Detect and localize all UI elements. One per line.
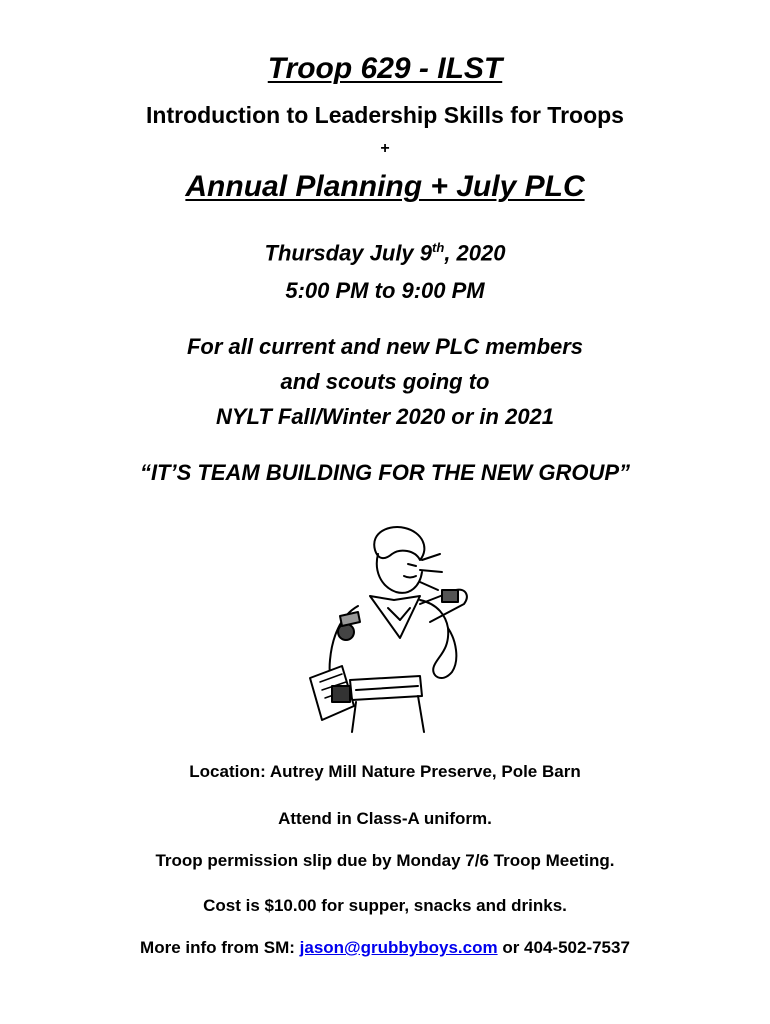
event-title: Annual Planning + July PLC bbox=[185, 170, 585, 203]
plus-separator: + bbox=[380, 140, 390, 157]
audience-line-3: NYLT Fall/Winter 2020 or in 2021 bbox=[215, 404, 555, 429]
contact-line bbox=[0, 938, 770, 958]
date-prefix: Thursday July 9 bbox=[264, 240, 433, 266]
date-year: , 2020 bbox=[444, 240, 506, 266]
location-text: Location: Autrey Mill Nature Preserve, Pole Barn bbox=[189, 762, 581, 781]
audience-line-1: For all current and new PLC members bbox=[186, 334, 584, 359]
event-time: 5:00 PM to 9:00 PM bbox=[285, 278, 485, 303]
scout-with-whistle-icon bbox=[270, 520, 500, 735]
contact-prefix: More info from SM: bbox=[140, 938, 300, 957]
cost-text: Cost is $10.00 for supper, snacks and drinks. bbox=[203, 896, 567, 915]
page-title: Troop 629 - ILST bbox=[267, 52, 503, 85]
contact-phone: or 404-502-7537 bbox=[497, 938, 630, 957]
tagline: “IT’S TEAM BUILDING FOR THE NEW GROUP” bbox=[139, 460, 631, 485]
date-ordinal: th bbox=[432, 240, 445, 255]
permission-text: Troop permission slip due by Monday 7/6 Troop Meeting. bbox=[155, 851, 615, 870]
audience-line-2: and scouts going to bbox=[280, 369, 490, 394]
email-link[interactable]: jason@grubbyboys.com bbox=[299, 938, 498, 957]
event-date bbox=[0, 240, 770, 266]
uniform-text: Attend in Class-A uniform. bbox=[278, 809, 492, 828]
subtitle: Introduction to Leadership Skills for Troops bbox=[146, 102, 624, 128]
